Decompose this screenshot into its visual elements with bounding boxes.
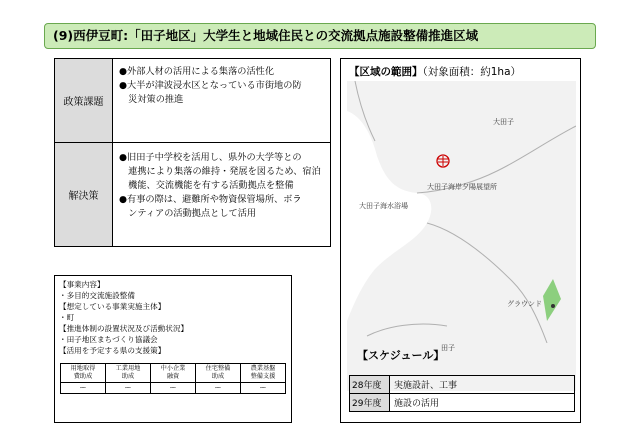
cell-text: 費助成 [73,373,93,380]
support-header-cell [106,364,151,383]
solutions-body [113,143,330,246]
cell-text: 住宅整備 [205,365,231,372]
cell-text: 農業基盤 [250,365,276,372]
schedule-year: 29年度 [350,394,390,412]
support-header-cell [241,364,286,383]
map-label-facility: 大田子海岸夕陽展望所 [427,183,497,191]
project-info-box [54,275,292,423]
schedule-task: 実施設計、工事 [390,376,575,394]
support-value-cell: ー [61,383,106,394]
map-label-tago: 田子 [441,344,455,352]
table-row [61,383,286,394]
info-heading: 【想定している事業実施主体】 [59,302,166,311]
map-label-beach: 大田子海水浴場 [359,202,408,210]
policy-row-issues [55,59,330,143]
map-title-area: （対象面積：約1ha） [422,66,522,78]
policy-issues-body [113,59,330,142]
schedule-table [349,375,575,412]
info-heading: 【事業内容】 [59,280,105,289]
map-title [349,64,521,79]
ground-point-icon [551,304,555,308]
list-item: ●旧田子中学校を活用し、県外の大学等との [119,152,302,163]
table-row [350,394,575,412]
area-map-panel [340,58,581,423]
table-row [61,364,286,383]
info-line: ・多目的交流施設整備 [59,291,135,300]
support-value-cell: ー [106,383,151,394]
support-header-cell [196,364,241,383]
schedule-title: 【スケジュール】 [357,349,445,362]
support-table [60,363,286,394]
map-title-label: 【区域の範囲】 [349,66,423,78]
policy-row-solutions [55,143,330,246]
support-header-cell [61,364,106,383]
policy-table [54,58,331,247]
cell-text: 工業用地 [115,365,141,372]
cell-text: 中小企業 [160,365,186,372]
cell-text: 助成 [211,373,225,380]
list-item: ●外部人材の活用による集落の活性化 [119,66,275,77]
schedule-year: 28年度 [350,376,390,394]
cell-text: 用地取得 [70,365,96,372]
cell-text: 整備支援 [250,373,276,380]
support-value-cell: ー [196,383,241,394]
list-item: ●有事の際は、避難所や物資保管場所、ボラ [119,194,302,205]
list-item: 連携により集落の維持・発展を図るため、宿泊 [119,166,321,177]
info-line: ・町 [59,313,75,322]
schedule-task: 施設の活用 [390,394,575,412]
list-item: 機能、交流機能を有する活動拠点を整備 [119,180,294,191]
info-line: ・田子地区まちづくり協議会 [59,335,158,344]
info-heading: 【活用を予定する県の支援策】 [59,346,166,355]
area-map [347,81,576,391]
table-row [350,376,575,394]
map-label-ground: グラウンド [507,300,542,308]
policy-issues-header: 政策課題 [55,59,113,142]
list-item: ンティアの活動拠点として活用 [119,208,257,219]
map-label-odago: 大田子 [493,118,514,126]
solutions-header: 解決策 [55,143,113,246]
cell-text: 融資 [166,373,180,380]
support-value-cell: ー [241,383,286,394]
info-heading: 【推進体制の設置状況及び活動状況】 [59,324,189,333]
list-item: 災対策の推進 [119,94,184,105]
page-title: (9)西伊豆町:「田子地区」大学生と地域住民との交流拠点施設整備推進区域 [44,23,596,49]
support-header-cell [151,364,196,383]
list-item: ●大半が津波浸水区となっている市街地の防 [119,80,302,91]
support-value-cell: ー [151,383,196,394]
cell-text: 助成 [121,373,135,380]
